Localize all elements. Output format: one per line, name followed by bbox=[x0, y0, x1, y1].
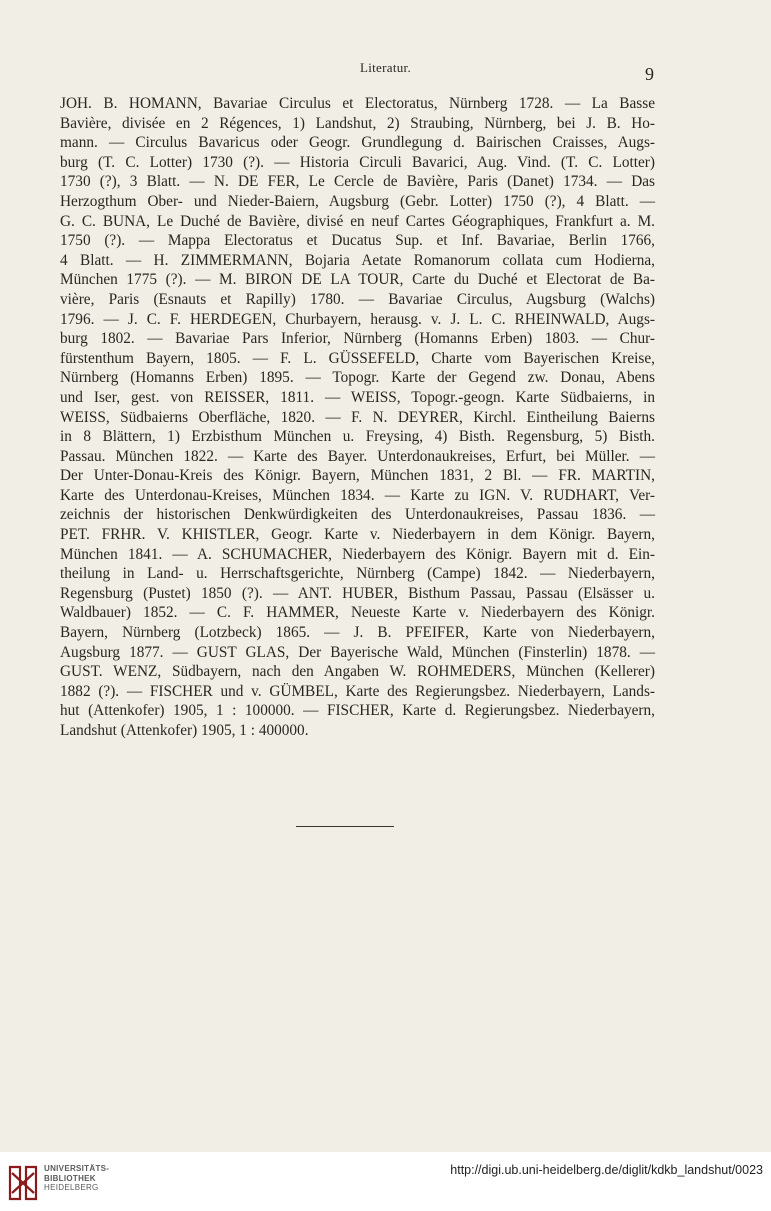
text-line-content: mann. — Circulus Bavaricus oder Geogr. Grundlegung d. Bairischen Craisses, Augs- bbox=[60, 134, 655, 152]
text-line-content: hut (Attenkofer) 1905, 1 : 100000. — FISCHER, Karte d. Regierungsbez. Niederbayern, bbox=[60, 702, 655, 720]
text-line-content: Bayern, Nürnberg (Lotzbeck) 1865. — J. B. PFEIFER, Karte von Niederbayern, bbox=[60, 624, 655, 642]
running-head: Literatur. bbox=[359, 60, 411, 75]
text-line bbox=[60, 153, 655, 173]
section-divider bbox=[296, 826, 394, 827]
text-line-content: in 8 Blättern, 1) Erzbisthum München u. Freysing, 4) Bisth. Regensburg, 5) Bisth. bbox=[60, 428, 655, 446]
text-line bbox=[60, 447, 655, 467]
text-line-content: theilung in Land- u. Herrschaftsgerichte, Nürnberg (Campe) 1842. — Niederbayern, bbox=[60, 565, 655, 583]
text-line bbox=[60, 545, 655, 565]
text-line-content: burg 1802. — Bavariae Pars Inferior, Nürnberg (Homanns Erben) 1803. — Chur- bbox=[60, 330, 655, 348]
institution-line-3: HEIDELBERG bbox=[44, 1183, 99, 1192]
page-number: 9 bbox=[645, 64, 654, 84]
text-line-content: WEISS, Südbaierns Oberfläche, 1820. — F. N. DEYRER, Kirchl. Eintheilung Baierns bbox=[60, 408, 655, 426]
source-url-link[interactable]: http://digi.ub.uni-heidelberg.de/diglit/kdkb_landshut/0023 bbox=[450, 1163, 763, 1177]
text-line-content: Bavière, divisée en 2 Régences, 1) Landshut, 2) Straubing, Nürnberg, bei J. B. Ho- bbox=[60, 114, 655, 132]
text-line-content: PET. FRHR. V. KHISTLER, Geogr. Karte v. Niederbayern in dem Königr. Bayern, bbox=[60, 526, 655, 544]
text-line bbox=[60, 251, 655, 271]
text-line-content: 1882 (?). — FISCHER und v. GÜMBEL, Karte des Regierungsbez. Niederbayern, Lands- bbox=[60, 682, 655, 700]
literature-paragraph bbox=[60, 94, 655, 741]
author-name: JOH. B. HOMANN bbox=[60, 95, 198, 112]
text-line bbox=[60, 310, 655, 330]
text-line-content: Karte des Unterdonau-Kreises, München 1834. — Karte zu IGN. V. RUDHART, Ver- bbox=[60, 486, 655, 504]
text-line-content: und Iser, gest. von REISSER, 1811. — WEISS, Topogr.-geogn. Karte Südbaierns, in bbox=[60, 388, 655, 406]
text-line-content: Landshut (Attenkofer) 1905, 1 : 400000. bbox=[60, 722, 309, 739]
institution-name bbox=[44, 1164, 109, 1193]
footer-bar bbox=[0, 1152, 771, 1211]
text-line bbox=[60, 133, 655, 153]
text-line bbox=[60, 94, 655, 114]
text-line bbox=[60, 682, 655, 702]
text-line bbox=[60, 114, 655, 134]
text-line-content: GUST. WENZ, Südbayern, nach den Angaben W. ROHMEDERS, München (Kellerer) bbox=[60, 663, 655, 681]
text-line-content: Nürnberg (Homanns Erben) 1895. — Topogr. Karte der Gegend zw. Donau, Abens bbox=[60, 369, 655, 387]
institution-line-1: UNIVERSITÄTS- bbox=[44, 1164, 110, 1173]
text-line-content: burg (T. C. Lotter) 1730 (?). — Historia Circuli Bavarici, Aug. Vind. (T. C. Lotter) bbox=[60, 153, 655, 171]
text-line bbox=[60, 329, 655, 349]
text-line bbox=[60, 290, 655, 310]
text-line bbox=[60, 466, 655, 486]
text-line bbox=[60, 701, 655, 721]
heidelberg-library-logo-icon[interactable] bbox=[6, 1163, 40, 1203]
text-line-content: zeichnis der historischen Denkwürdigkeiten des Unterdonaukreises, Passau 1836. — bbox=[60, 506, 655, 524]
text-line bbox=[60, 603, 655, 623]
text-line-content: , Bavariae Circulus et Electoratus, Nürnberg 1728. — La Basse bbox=[197, 95, 655, 112]
text-line-content: Passau. München 1822. — Karte des Bayer. Unterdonaukreises, Erfurt, bei Müller. — bbox=[60, 447, 655, 465]
text-line-content: 1796. — J. C. F. HERDEGEN, Churbayern, herausg. v. J. L. C. RHEINWALD, Augs- bbox=[60, 310, 655, 328]
text-line bbox=[60, 212, 655, 232]
institution-line-2: BIBLIOTHEK bbox=[44, 1173, 96, 1183]
text-line bbox=[60, 270, 655, 290]
text-line-content: 1750 (?). — Mappa Electoratus et Ducatus Sup. et Inf. Bavariae, Berlin 1766, bbox=[60, 232, 655, 250]
text-line bbox=[60, 662, 655, 682]
text-line-content: Waldbauer) 1852. — C. F. HAMMER, Neueste Karte v. Niederbayern des Königr. bbox=[60, 604, 655, 622]
text-line-content: 1730 (?), 3 Blatt. — N. DE FER, Le Cercle de Bavière, Paris (Danet) 1734. — Das bbox=[60, 173, 655, 191]
text-line bbox=[60, 584, 655, 604]
text-line-content: 4 Blatt. — H. ZIMMERMANN, Bojaria Aetate Romanorum collata cum Hodierna, bbox=[60, 251, 655, 269]
text-line bbox=[60, 388, 655, 408]
text-line bbox=[60, 192, 655, 212]
text-line bbox=[60, 486, 655, 506]
text-line-content: München 1775 (?). — M. BIRON DE LA TOUR, Carte du Duché et Electorat de Ba- bbox=[60, 271, 655, 289]
text-line bbox=[60, 721, 655, 741]
text-line bbox=[60, 427, 655, 447]
text-line bbox=[60, 349, 655, 369]
text-line-content: G. C. BUNA, Le Duché de Bavière, divisé en neuf Cartes Géographiques, Frankfurt a. M. bbox=[60, 212, 655, 230]
text-line bbox=[60, 231, 655, 251]
text-line-content: Der Unter-Donau-Kreis des Königr. Bayern, München 1831, 2 Bl. — FR. MARTIN, bbox=[60, 467, 655, 485]
text-line bbox=[60, 525, 655, 545]
text-line bbox=[60, 172, 655, 192]
text-line bbox=[60, 643, 655, 663]
text-line bbox=[60, 505, 655, 525]
text-line-content: München 1841. — A. SCHUMACHER, Niederbayern des Königr. Bayern mit d. Ein- bbox=[60, 545, 655, 563]
text-line-content: vière, Paris (Esnauts et Rapilly) 1780. — Bavariae Circulus, Augsburg (Walchs) bbox=[60, 290, 655, 308]
text-line bbox=[60, 564, 655, 584]
text-line-content: Regensburg (Pustet) 1850 (?). — ANT. HUBER, Bisthum Passau, Passau (Elsässer u. bbox=[60, 584, 655, 602]
text-line bbox=[60, 368, 655, 388]
text-line-content: fürstenthum Bayern, 1805. — F. L. GÜSSEFELD, Charte vom Bayerischen Kreise, bbox=[60, 349, 655, 367]
text-line-content: Herzogthum Ober- und Nieder-Baiern, Augsburg (Gebr. Lotter) 1750 (?), 4 Blatt. — bbox=[60, 192, 655, 210]
text-line bbox=[60, 408, 655, 428]
text-line bbox=[60, 623, 655, 643]
text-line-content: Augsburg 1877. — GUST GLAS, Der Bayerische Wald, München (Finsterlin) 1878. — bbox=[60, 643, 655, 661]
